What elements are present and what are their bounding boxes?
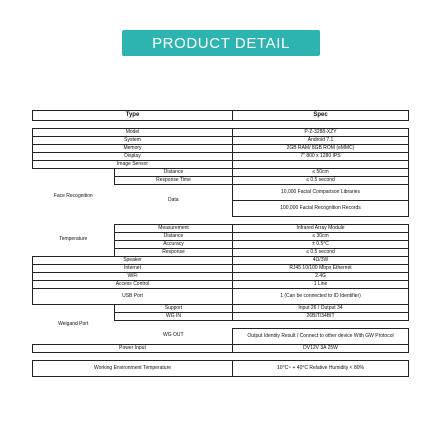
- row-label: System: [33, 137, 233, 145]
- row-value: RJ45 10/100 Mbps Ethernet: [233, 265, 409, 273]
- row-label: WiFi: [33, 273, 233, 281]
- row-label: Memory: [33, 145, 233, 153]
- row-label: Measurement: [115, 225, 233, 233]
- row-label: Display: [33, 153, 233, 161]
- table-row: [33, 361, 409, 377]
- row-label: Response: [115, 249, 233, 257]
- row-value: 2GB RAM/ 8GB ROM (eMMC): [233, 145, 409, 153]
- row-value: 2.4G: [233, 273, 409, 281]
- row-value: 4Ω/3W: [233, 257, 409, 265]
- row-value: Output Identity Result / Connect to other device With GW Protocol: [233, 329, 409, 345]
- row-value: ± 0.5°C: [233, 241, 409, 249]
- table-row: [33, 145, 409, 153]
- table-row: [33, 129, 409, 137]
- row-value: Infrared Array Module: [233, 225, 409, 233]
- row-label: WG IN: [115, 313, 233, 321]
- table-row: [33, 257, 409, 265]
- banner-title: PRODUCT DETAIL: [152, 34, 290, 52]
- table-header-row: [33, 111, 409, 121]
- row-label: Distance: [115, 233, 233, 241]
- table-row: [33, 169, 409, 177]
- row-value: ≤ 0.5 second: [233, 177, 409, 185]
- group-label-face-recognition: Face Recognition: [53, 192, 93, 199]
- spec-table: [32, 110, 409, 377]
- row-value: 100,000 Facial Recognition Records: [233, 201, 409, 217]
- group-label-temperature: Temperature: [59, 236, 88, 243]
- table-row: [33, 305, 409, 313]
- group-label-wiegand-port: Weigand Port: [58, 320, 89, 327]
- row-label: Internet: [33, 265, 233, 273]
- row-value: [233, 161, 409, 169]
- header-spec: Spec: [233, 111, 409, 121]
- row-label: Power Input: [33, 345, 233, 353]
- row-value: ≤ 0.5 second: [233, 249, 409, 257]
- table-row: [33, 161, 409, 169]
- row-label: Speaker: [33, 257, 233, 265]
- row-value: P-Z-3288-XZY: [233, 129, 409, 137]
- table-row: [33, 225, 409, 233]
- table-row: [33, 345, 409, 353]
- row-value: ≤ 50cm: [233, 169, 409, 177]
- row-label: Support: [115, 305, 233, 313]
- row-label: Model: [33, 129, 233, 137]
- row-label: Access Control: [33, 281, 233, 289]
- table-row: [33, 265, 409, 273]
- row-value: Android 7.1: [233, 137, 409, 145]
- row-value: DV12V 3A 25W: [233, 345, 409, 353]
- row-label: WG OUT: [162, 332, 184, 339]
- header-type: Type: [33, 111, 233, 121]
- table-row: [33, 289, 409, 305]
- product-detail-banner: [122, 30, 320, 56]
- row-value: 10,000 Facial Comparison Libraries: [233, 185, 409, 201]
- row-value: 7" 800 x 1280 IPS: [233, 153, 409, 161]
- row-value: 1 (Can be connected to ID Identifier): [233, 289, 409, 305]
- row-label: Data: [167, 196, 179, 203]
- row-label: Image Sensor: [33, 161, 233, 169]
- row-value: 26BIT/34BIT: [233, 313, 409, 321]
- row-value: 1 Line: [233, 281, 409, 289]
- row-label: Distance: [115, 169, 233, 177]
- row-label: USB Port: [33, 289, 233, 305]
- row-value: 10°C~ + 40°C Relative Humidity < 80%: [233, 361, 409, 377]
- table-row: [33, 273, 409, 281]
- row-value: ≤ 30cm: [233, 233, 409, 241]
- row-label: Response Time: [115, 177, 233, 185]
- table-row: [33, 137, 409, 145]
- table-row: [33, 281, 409, 289]
- row-label: Accuracy: [115, 241, 233, 249]
- row-value: Input 26 / Output 34: [233, 305, 409, 313]
- row-label: Working Environment Temperature: [33, 361, 233, 377]
- table-row: [33, 153, 409, 161]
